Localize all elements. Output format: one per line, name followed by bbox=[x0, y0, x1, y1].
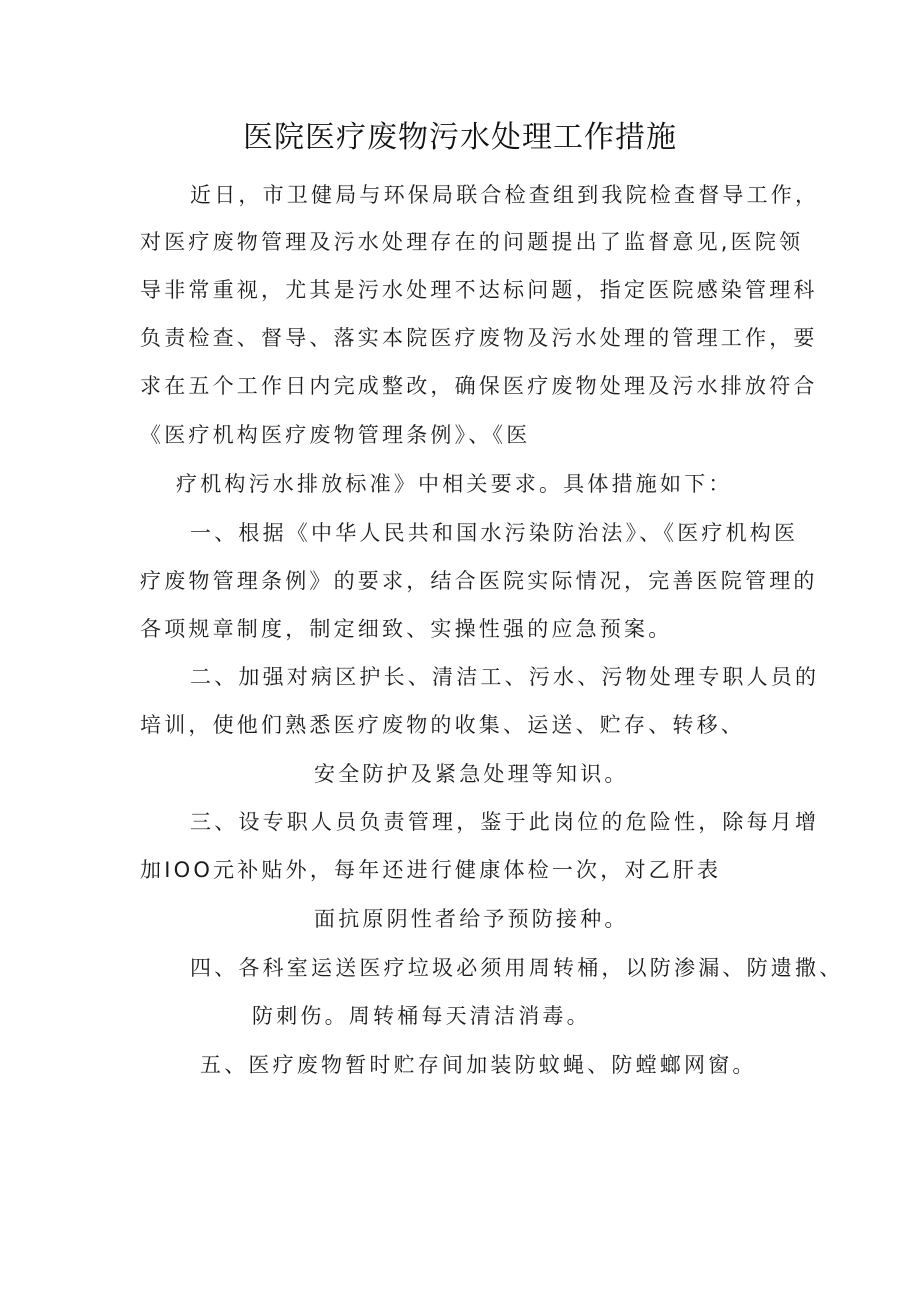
text-line-3: 导非常重视，尤其是污水处理不达标问题，指定医院感染管理科 bbox=[140, 278, 818, 302]
item-4-line-1: 四、各科室运送医疗垃圾必须用周转桶，以防渗漏、防遗撒、 bbox=[190, 956, 844, 980]
text-line-1: 近日，市卫健局与环保局联合检查组到我院检查督导工作， bbox=[190, 183, 820, 207]
text-line-6: 《医疗机构医疗废物管理条例》、《医 bbox=[140, 423, 531, 447]
text-line-4: 负责检查、督导、落实本院医疗废物及污水处理的管理工作，要 bbox=[140, 326, 818, 350]
text-line-7: 疗机构污水排放标准》中相关要求。具体措施如下： bbox=[176, 472, 733, 496]
item-1-line-2: 疗废物管理条例》的要求，结合医院实际情况，完善医院管理的 bbox=[140, 569, 818, 593]
item-2-line-2: 培训，使他们熟悉医疗废物的收集、运送、贮存、转移、 bbox=[140, 713, 745, 737]
item-3-line-2: 加IOO元补贴外，每年还进行健康体检一次，对乙肝表 bbox=[140, 858, 722, 882]
item-4-line-2: 防刺伤。周转桶每天清洁消毒。 bbox=[252, 1004, 591, 1028]
item-3-line-1: 三、设专职人员负责管理，鉴于此岗位的危险性，除每月增 bbox=[190, 810, 820, 834]
item-2-line-1: 二、加强对病区护长、清洁工、污水、污物处理专职人员的 bbox=[190, 665, 820, 689]
item-3-line-3: 面抗原阴性者给予预防接种。 bbox=[314, 907, 629, 931]
document-title: 医院医疗废物污水处理工作措施 bbox=[243, 120, 677, 155]
text-line-2: 对医疗废物管理及污水处理存在的问题提出了监督意见,医院领 bbox=[140, 230, 804, 254]
item-5-line-1: 五、医疗废物暂时贮存间加装防蚊蝇、防螳螂网窗。 bbox=[200, 1053, 757, 1077]
item-2-line-3: 安全防护及紧急处理等知识。 bbox=[314, 762, 629, 786]
item-1-line-1: 一、根据《中华人民共和国水污染防治法》、《医疗机构医 bbox=[190, 521, 799, 545]
item-1-line-3: 各项规章制度，制定细致、实操性强的应急预案。 bbox=[140, 617, 673, 641]
text-line-5: 求在五个工作日内完成整改，确保医疗废物处理及污水排放符合 bbox=[140, 374, 818, 398]
